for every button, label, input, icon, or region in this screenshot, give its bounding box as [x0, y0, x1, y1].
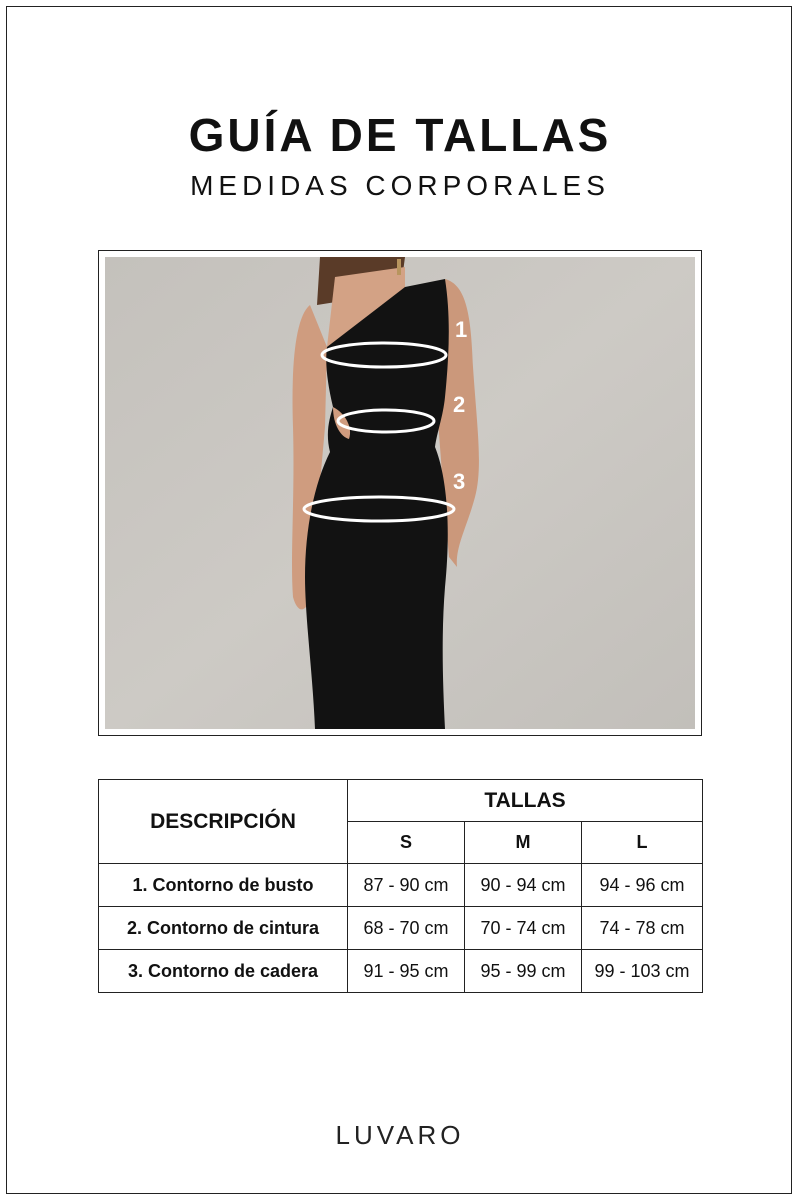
row-label: 2. Contorno de cintura	[99, 907, 348, 950]
row-label: 3. Contorno de cadera	[99, 950, 348, 993]
size-s-header: S	[348, 822, 465, 864]
row-value: 99 - 103 cm	[582, 950, 703, 993]
table-row	[99, 907, 703, 950]
row-value: 70 - 74 cm	[465, 907, 582, 950]
row-value: 90 - 94 cm	[465, 864, 582, 907]
earring	[397, 259, 401, 275]
table-row	[99, 864, 703, 907]
row-value: 91 - 95 cm	[348, 950, 465, 993]
page-title: GUÍA DE TALLAS	[188, 109, 612, 161]
sizes-header: TALLAS	[348, 780, 703, 822]
row-value: 68 - 70 cm	[348, 907, 465, 950]
table-row	[99, 950, 703, 993]
marker-2: 2	[453, 392, 466, 417]
row-label: 1. Contorno de busto	[99, 864, 348, 907]
model-photo-frame	[98, 250, 702, 736]
row-value: 87 - 90 cm	[348, 864, 465, 907]
marker-3: 3	[453, 469, 466, 494]
size-table	[98, 779, 703, 993]
brand-logo: LUVARO	[335, 1120, 465, 1150]
marker-1: 1	[455, 317, 468, 342]
size-m-header: M	[465, 822, 582, 864]
row-value: 74 - 78 cm	[582, 907, 703, 950]
size-l-header: L	[582, 822, 703, 864]
row-value: 94 - 96 cm	[582, 864, 703, 907]
row-value: 95 - 99 cm	[465, 950, 582, 993]
model-photo	[105, 257, 695, 729]
page-subtitle: MEDIDAS CORPORALES	[190, 170, 610, 201]
description-header: DESCRIPCIÓN	[99, 780, 348, 864]
